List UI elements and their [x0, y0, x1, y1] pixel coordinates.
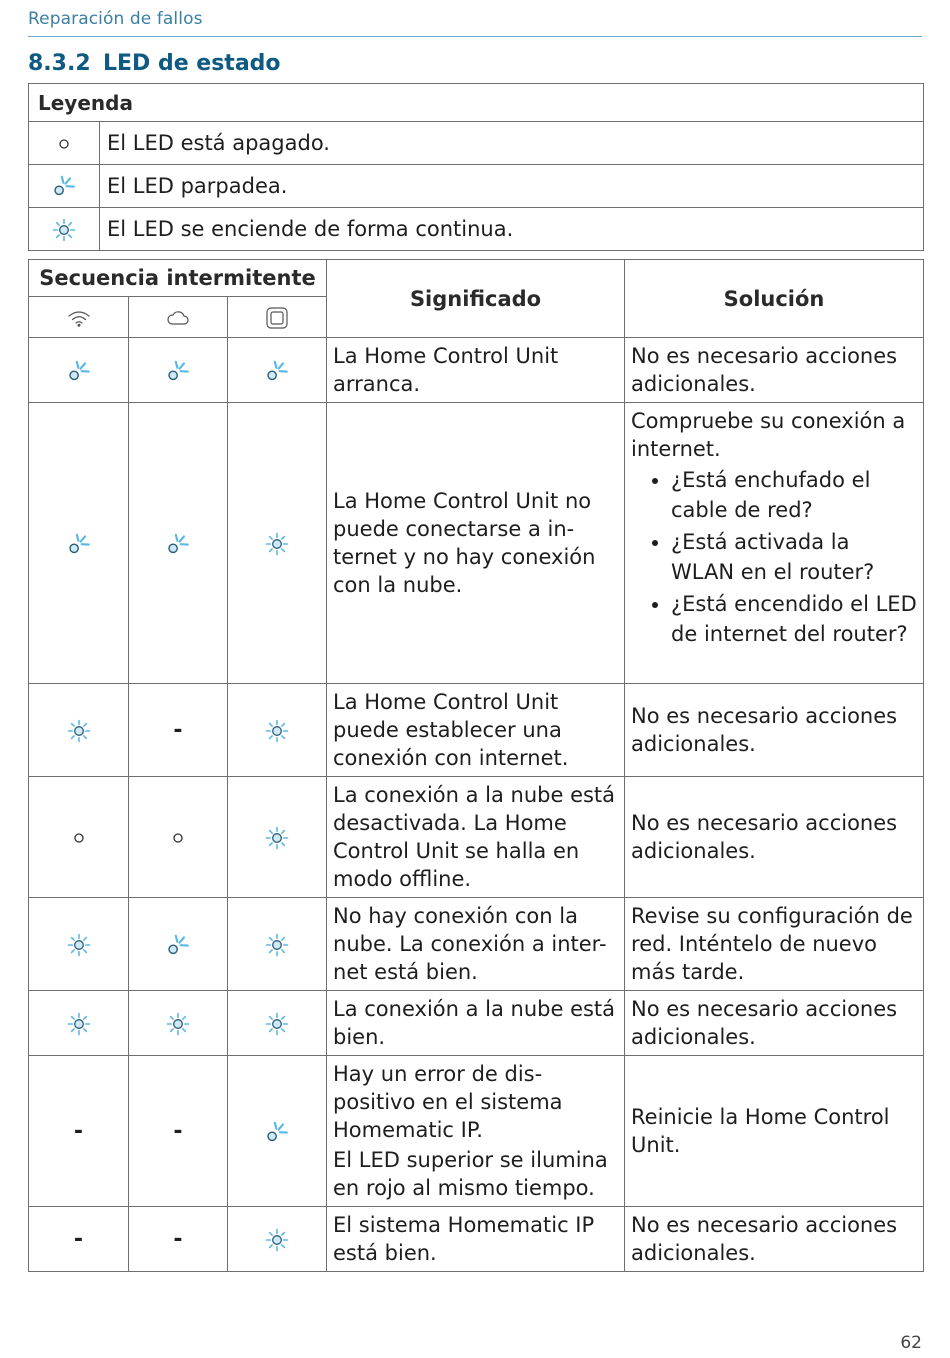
led-cell — [228, 338, 327, 403]
led-on-icon — [265, 531, 289, 555]
wifi-icon — [67, 305, 91, 329]
solution-cell: No es necesario acciones adicionales. — [625, 684, 924, 777]
cloud-icon — [166, 305, 190, 329]
meaning-cell: No hay conexión con la nube. La conexión a inter-net está bien. — [327, 898, 625, 991]
solution-cell: Revise su configuración de red. Inténtelo de nuevo más tarde. — [625, 898, 924, 991]
led-blinking-icon — [51, 173, 77, 197]
led-on-icon — [67, 718, 91, 742]
table-row — [29, 684, 924, 777]
dash-mark: - — [173, 1118, 183, 1144]
led-on-icon — [265, 718, 289, 742]
table-row — [29, 1207, 924, 1272]
legend-title: Leyenda — [29, 84, 924, 122]
meaning-cell: La conexión a la nube está bien. — [327, 991, 625, 1056]
legend-row — [29, 122, 924, 165]
led-cell — [129, 777, 228, 898]
led-on-icon — [265, 1227, 289, 1251]
table-row — [29, 1056, 924, 1207]
led-off-icon — [57, 131, 71, 155]
meaning-cell: La Home Control Unit arranca. — [327, 338, 625, 403]
meaning-cell: El sistema Homematic IP está bien. — [327, 1207, 625, 1272]
led-cell — [29, 777, 129, 898]
legend-table — [28, 83, 924, 251]
led-cell — [228, 777, 327, 898]
page-number: 62 — [900, 1333, 922, 1353]
led-blinking-icon — [165, 932, 191, 956]
led-on-icon — [265, 1011, 289, 1035]
led-cell — [228, 991, 327, 1056]
meaning-header: Significado — [327, 260, 625, 338]
solution-cell: Reinicie la Home Control Unit. — [625, 1056, 924, 1207]
meaning-cell: La conexión a la nube está desactivada. La Home Control Unit se halla en modo offline. — [327, 777, 625, 898]
solution-cell: No es necesario acciones adicionales. — [625, 991, 924, 1056]
meaning-cell: La Home Control Unit puede establecer una conexión con internet. — [327, 684, 625, 777]
meaning-text: Hay un error de dis-positivo en el sistema Homematic IP. — [333, 1062, 563, 1142]
legend-text-blink: El LED parpadea. — [100, 165, 924, 208]
led-on-icon — [67, 932, 91, 956]
table-row — [29, 403, 924, 684]
solution-checklist — [631, 465, 917, 649]
led-cell — [129, 991, 228, 1056]
led-cell — [129, 1056, 228, 1207]
section-title — [28, 51, 281, 76]
led-cell — [228, 403, 327, 684]
led-cell — [29, 403, 129, 684]
led-cell — [129, 403, 228, 684]
led-off-icon — [171, 825, 185, 849]
dash-mark: - — [73, 1226, 84, 1252]
meaning-cell — [327, 1056, 625, 1207]
solution-intro: Compruebe su conexión a internet. — [631, 409, 906, 461]
legend-text-off: El LED está apagado. — [100, 122, 924, 165]
table-row — [29, 898, 924, 991]
led-blinking-icon — [66, 358, 92, 382]
led-cell — [29, 1056, 129, 1207]
led-blinking-icon — [66, 531, 92, 555]
table-row — [29, 777, 924, 898]
led-off-icon — [72, 825, 86, 849]
dash-mark: - — [173, 1226, 183, 1252]
led-on-icon — [52, 217, 76, 241]
section-number: 8.3.2 — [28, 51, 91, 76]
sequence-header: Secuencia intermitente — [29, 260, 327, 297]
legend-text-on: El LED se enciende de forma continua. — [100, 208, 924, 251]
led-blinking-icon — [165, 358, 191, 382]
led-cell — [129, 1207, 228, 1272]
solution-cell: No es necesario acciones adicionales. — [625, 338, 924, 403]
led-on-icon — [265, 932, 289, 956]
header-rule — [28, 36, 922, 37]
led-on-icon — [166, 1011, 190, 1035]
led-cell — [228, 684, 327, 777]
solution-header: Solución — [625, 260, 924, 338]
meaning-cell: La Home Control Unit no puede conectarse a in-ternet y no hay conexión con la nube. — [327, 403, 625, 684]
legend-row — [29, 165, 924, 208]
table-row — [29, 338, 924, 403]
led-cell — [29, 684, 129, 777]
list-item: • ¿Está activada la WLAN en el router? — [671, 527, 917, 587]
legend-row — [29, 208, 924, 251]
led-blinking-icon — [264, 358, 290, 382]
led-blinking-icon — [264, 1119, 290, 1143]
led-on-icon — [67, 1011, 91, 1035]
led-cell — [129, 898, 228, 991]
table-row — [29, 991, 924, 1056]
led-cell — [228, 1207, 327, 1272]
led-blinking-icon — [165, 531, 191, 555]
led-cell — [129, 338, 228, 403]
led-cell — [228, 898, 327, 991]
solution-cell — [625, 403, 924, 684]
led-cell — [29, 991, 129, 1056]
section-heading: LED de estado — [103, 51, 281, 76]
led-on-icon — [265, 825, 289, 849]
device-icon — [265, 305, 289, 329]
list-item: • ¿Está encendido el LED de internet del router? — [671, 589, 917, 649]
dash-mark: - — [173, 717, 183, 743]
meaning-note: El LED superior se ilumina en rojo al mismo tiempo. — [333, 1148, 608, 1200]
list-item: • ¿Está enchufado el cable de red? — [671, 465, 917, 525]
status-table — [28, 259, 924, 1272]
dash-mark: - — [73, 1118, 84, 1144]
solution-cell: No es necesario acciones adicionales. — [625, 777, 924, 898]
led-cell — [29, 1207, 129, 1272]
solution-cell: No es necesario acciones adicionales. — [625, 1207, 924, 1272]
led-cell — [29, 898, 129, 991]
led-cell — [129, 684, 228, 777]
led-cell — [29, 338, 129, 403]
led-cell — [228, 1056, 327, 1207]
running-head: Reparación de fallos — [28, 9, 203, 29]
